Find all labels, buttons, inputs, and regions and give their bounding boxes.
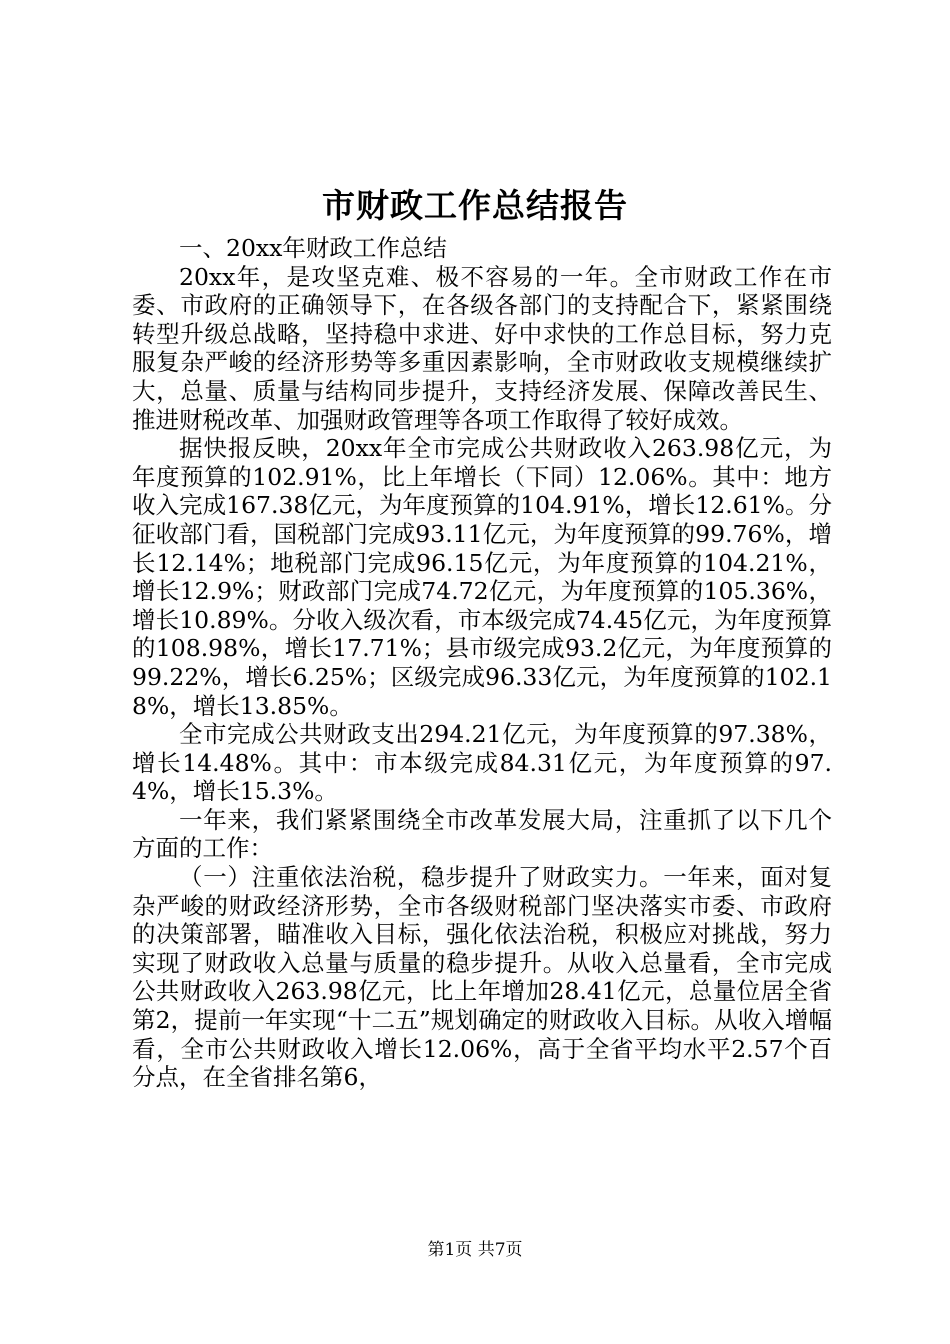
document-body xyxy=(132,234,832,1092)
document-title: 市财政工作总结报告 xyxy=(322,186,628,225)
page-footer: 第1页 共7页 xyxy=(427,1240,523,1260)
paragraph-overview: 20xx年，是攻坚克难、极不容易的一年。全市财政工作在市委、市政府的正确领导下，在各级各部门的支持配合下，紧紧围绕转型升级总战略，坚持稳中求进、好中求快的工作总目标，努力克服复杂严峻的经济形势等多重因素影响，全市财政收支规模继续扩大，总量、质量与结构同步提升，支持经济发展、保障改善民生、推进财税改革、加强财政管理等各项工作取得了较好成效。 xyxy=(132,262,832,434)
section-heading: 一、20xx年财政工作总结 xyxy=(179,234,447,262)
paragraph-item-one: （一）注重依法治税，稳步提升了财政实力。一年来，面对复杂严峻的财政经济形势，全市各级财税部门坚决落实市委、市政府的决策部署，瞄准收入目标，强化依法治税，积极应对挑战，努力实现了财政收入总量与质量的稳步提升。从收入总量看，全市完成公共财政收入263.98亿元，比上年增加28.41亿元，总量位居全省第2，提前一年实现“十二五”规划确定的财政收入目标。从收入增幅看，全市公共财政收入增长12.06%，高于全省平均水平2.57个百分点，在全省排名第6， xyxy=(132,863,832,1092)
paragraph-work-intro: 一年来，我们紧紧围绕全市改革发展大局，注重抓了以下几个方面的工作： xyxy=(132,805,832,863)
paragraph-expenditure: 全市完成公共财政支出294.21亿元，为年度预算的97.38%，增长14.48%。其中：市本级完成84.31亿元，为年度预算的97.4%，增长15.3%。 xyxy=(132,720,832,806)
paragraph-revenue: 据快报反映，20xx年全市完成公共财政收入263.98亿元，为年度预算的102.91%，比上年增长（下同）12.06%。其中：地方收入完成167.38亿元，为年度预算的104.91%，增长12.61%。分征收部门看，国税部门完成93.11亿元，为年度预算的99.76%，增长12.14%；地税部门完成96.15亿元，为年度预算的104.21%，增长12.9%；财政部门完成74.72亿元，为年度预算的105.36%，增长10.89%。分收入级次看，市本级完成74.45亿元，为年度预算的108.98%，增长17.71%；县市级完成93.2亿元，为年度预算的99.22%，增长6.25%；区级完成96.33亿元，为年度预算的102.18%，增长13.85%。 xyxy=(132,434,832,720)
